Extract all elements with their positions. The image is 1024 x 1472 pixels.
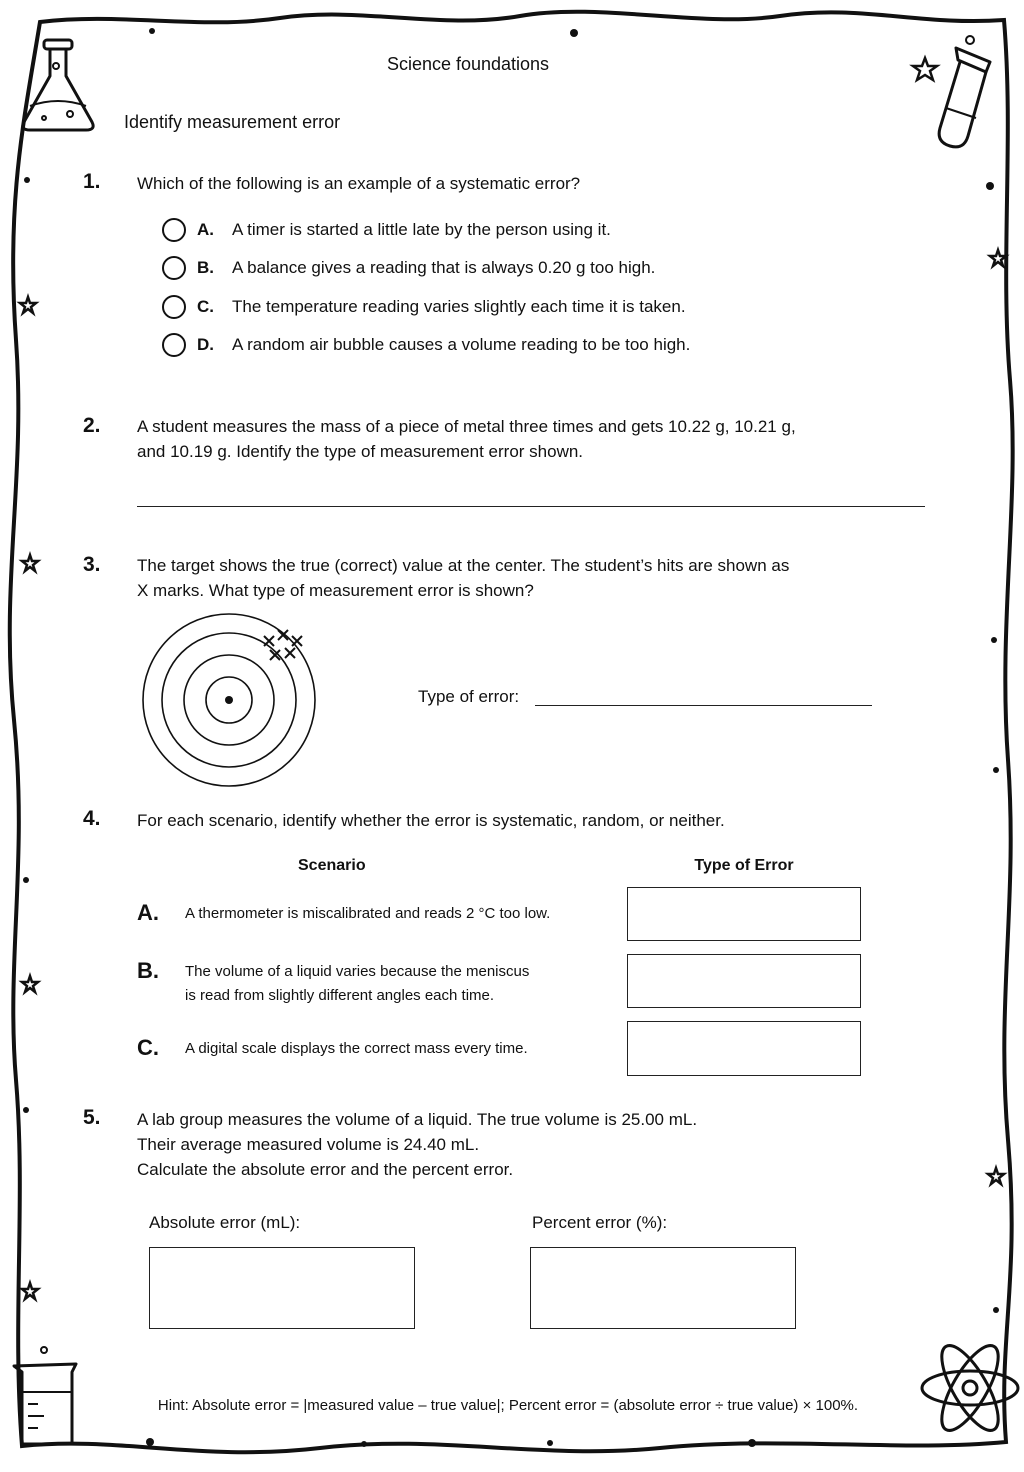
- scenario-b-text: [185, 960, 529, 1008]
- scenario-a-text: [185, 902, 550, 926]
- question-4-number: 4.: [83, 807, 101, 830]
- column-header-scenario: Scenario: [298, 857, 366, 874]
- question-2-number: 2.: [83, 414, 101, 437]
- radio-circle-icon[interactable]: [162, 333, 186, 357]
- option-letter: C.: [197, 297, 214, 316]
- worksheet-subtitle: Identify measurement error: [124, 112, 341, 132]
- scenario-c-text: [185, 1037, 528, 1061]
- option-text: A balance gives a reading that is always 0.20 g too high.: [232, 258, 656, 277]
- question-2-line-2: and 10.19 g. Identify the type of measurement error shown.: [137, 442, 584, 461]
- target-diagram: [140, 612, 320, 788]
- question-4-text: For each scenario, identify whether the error is systematic, random, or neither.: [137, 811, 725, 830]
- beaker-icon: [14, 1347, 76, 1444]
- question-3-text: [137, 553, 789, 603]
- percent-error-answer-box[interactable]: [530, 1247, 796, 1329]
- scenario-a-letter: A.: [137, 900, 159, 925]
- option-text: The temperature reading varies slightly each time it is taken.: [232, 297, 686, 316]
- question-1-option-c[interactable]: [162, 292, 686, 322]
- star-icon: [20, 297, 36, 313]
- x-mark: [285, 648, 295, 658]
- question-3-answer-label: Type of error:: [418, 687, 520, 706]
- option-text: A random air bubble causes a volume reading to be too high.: [232, 335, 691, 354]
- question-1-option-b[interactable]: [162, 253, 655, 283]
- option-text: A timer is started a little late by the person using it.: [232, 220, 611, 239]
- hit-marks: [264, 630, 302, 660]
- scenario-c-answer-box[interactable]: [627, 1021, 861, 1076]
- question-3-line-2: X marks. What type of measurement error is shown?: [137, 581, 534, 600]
- star-icon: [22, 976, 38, 992]
- question-5-line-1: A lab group measures the volume of a liquid. The true volume is 25.00 mL.: [137, 1110, 698, 1129]
- star-icon: [990, 250, 1006, 266]
- question-1-option-a[interactable]: [162, 215, 611, 245]
- scenario-c-letter: C.: [137, 1035, 159, 1060]
- question-5-number: 5.: [83, 1106, 101, 1129]
- option-letter: B.: [197, 258, 214, 277]
- question-3-number: 3.: [83, 553, 101, 576]
- question-1-text: Which of the following is an example of a systematic error?: [137, 174, 581, 193]
- column-header-type-of-error: Type of Error: [694, 857, 794, 874]
- question-3-answer-line[interactable]: [535, 705, 872, 706]
- absolute-error-label: Absolute error (mL):: [149, 1213, 301, 1232]
- scenario-b-line-2: is read from slightly different angles each time.: [185, 987, 495, 1004]
- radio-circle-icon[interactable]: [162, 218, 186, 242]
- question-5-line-2: Their average measured volume is 24.40 mL.: [137, 1135, 480, 1154]
- question-1-option-d[interactable]: [162, 330, 690, 360]
- x-mark: [264, 636, 274, 646]
- worksheet-title: Science foundations: [386, 54, 550, 74]
- scenario-a-answer-box[interactable]: [627, 887, 861, 941]
- target-center-dot: [225, 696, 233, 704]
- star-icon: [988, 1168, 1004, 1184]
- percent-error-label: Percent error (%):: [532, 1213, 668, 1232]
- radio-circle-icon[interactable]: [162, 295, 186, 319]
- question-1-number: 1.: [83, 170, 101, 193]
- question-2-line-1: A student measures the mass of a piece of metal three times and gets 10.22 g, 10.21 g,: [137, 417, 796, 436]
- option-letter: A.: [197, 220, 214, 239]
- absolute-error-answer-box[interactable]: [149, 1247, 415, 1329]
- test-tube-icon: [939, 36, 990, 147]
- formula-hint: Hint: Absolute error = |measured value – true value|; Percent error = (absolute error ÷ true value) × 100%.: [157, 1397, 859, 1414]
- question-2-text: [137, 414, 796, 464]
- question-5-line-3: Calculate the absolute error and the percent error.: [137, 1160, 514, 1179]
- star-icon: [22, 555, 38, 571]
- star-icon: [22, 1283, 38, 1299]
- option-letter: D.: [197, 335, 214, 354]
- radio-circle-icon[interactable]: [162, 256, 186, 280]
- scenario-a-line-1: A thermometer is miscalibrated and reads 2 °C too low.: [185, 905, 551, 922]
- question-3-line-1: The target shows the true (correct) value at the center. The student’s hits are shown as: [137, 556, 790, 575]
- scenario-b-answer-box[interactable]: [627, 954, 861, 1008]
- question-5-text: [137, 1107, 697, 1182]
- scenario-b-line-1: The volume of a liquid varies because the meniscus: [185, 963, 530, 980]
- question-2-answer-line[interactable]: [137, 506, 925, 507]
- scenario-b-letter: B.: [137, 958, 159, 983]
- scenario-c-line-1: A digital scale displays the correct mass every time.: [185, 1040, 528, 1057]
- x-mark: [292, 636, 302, 646]
